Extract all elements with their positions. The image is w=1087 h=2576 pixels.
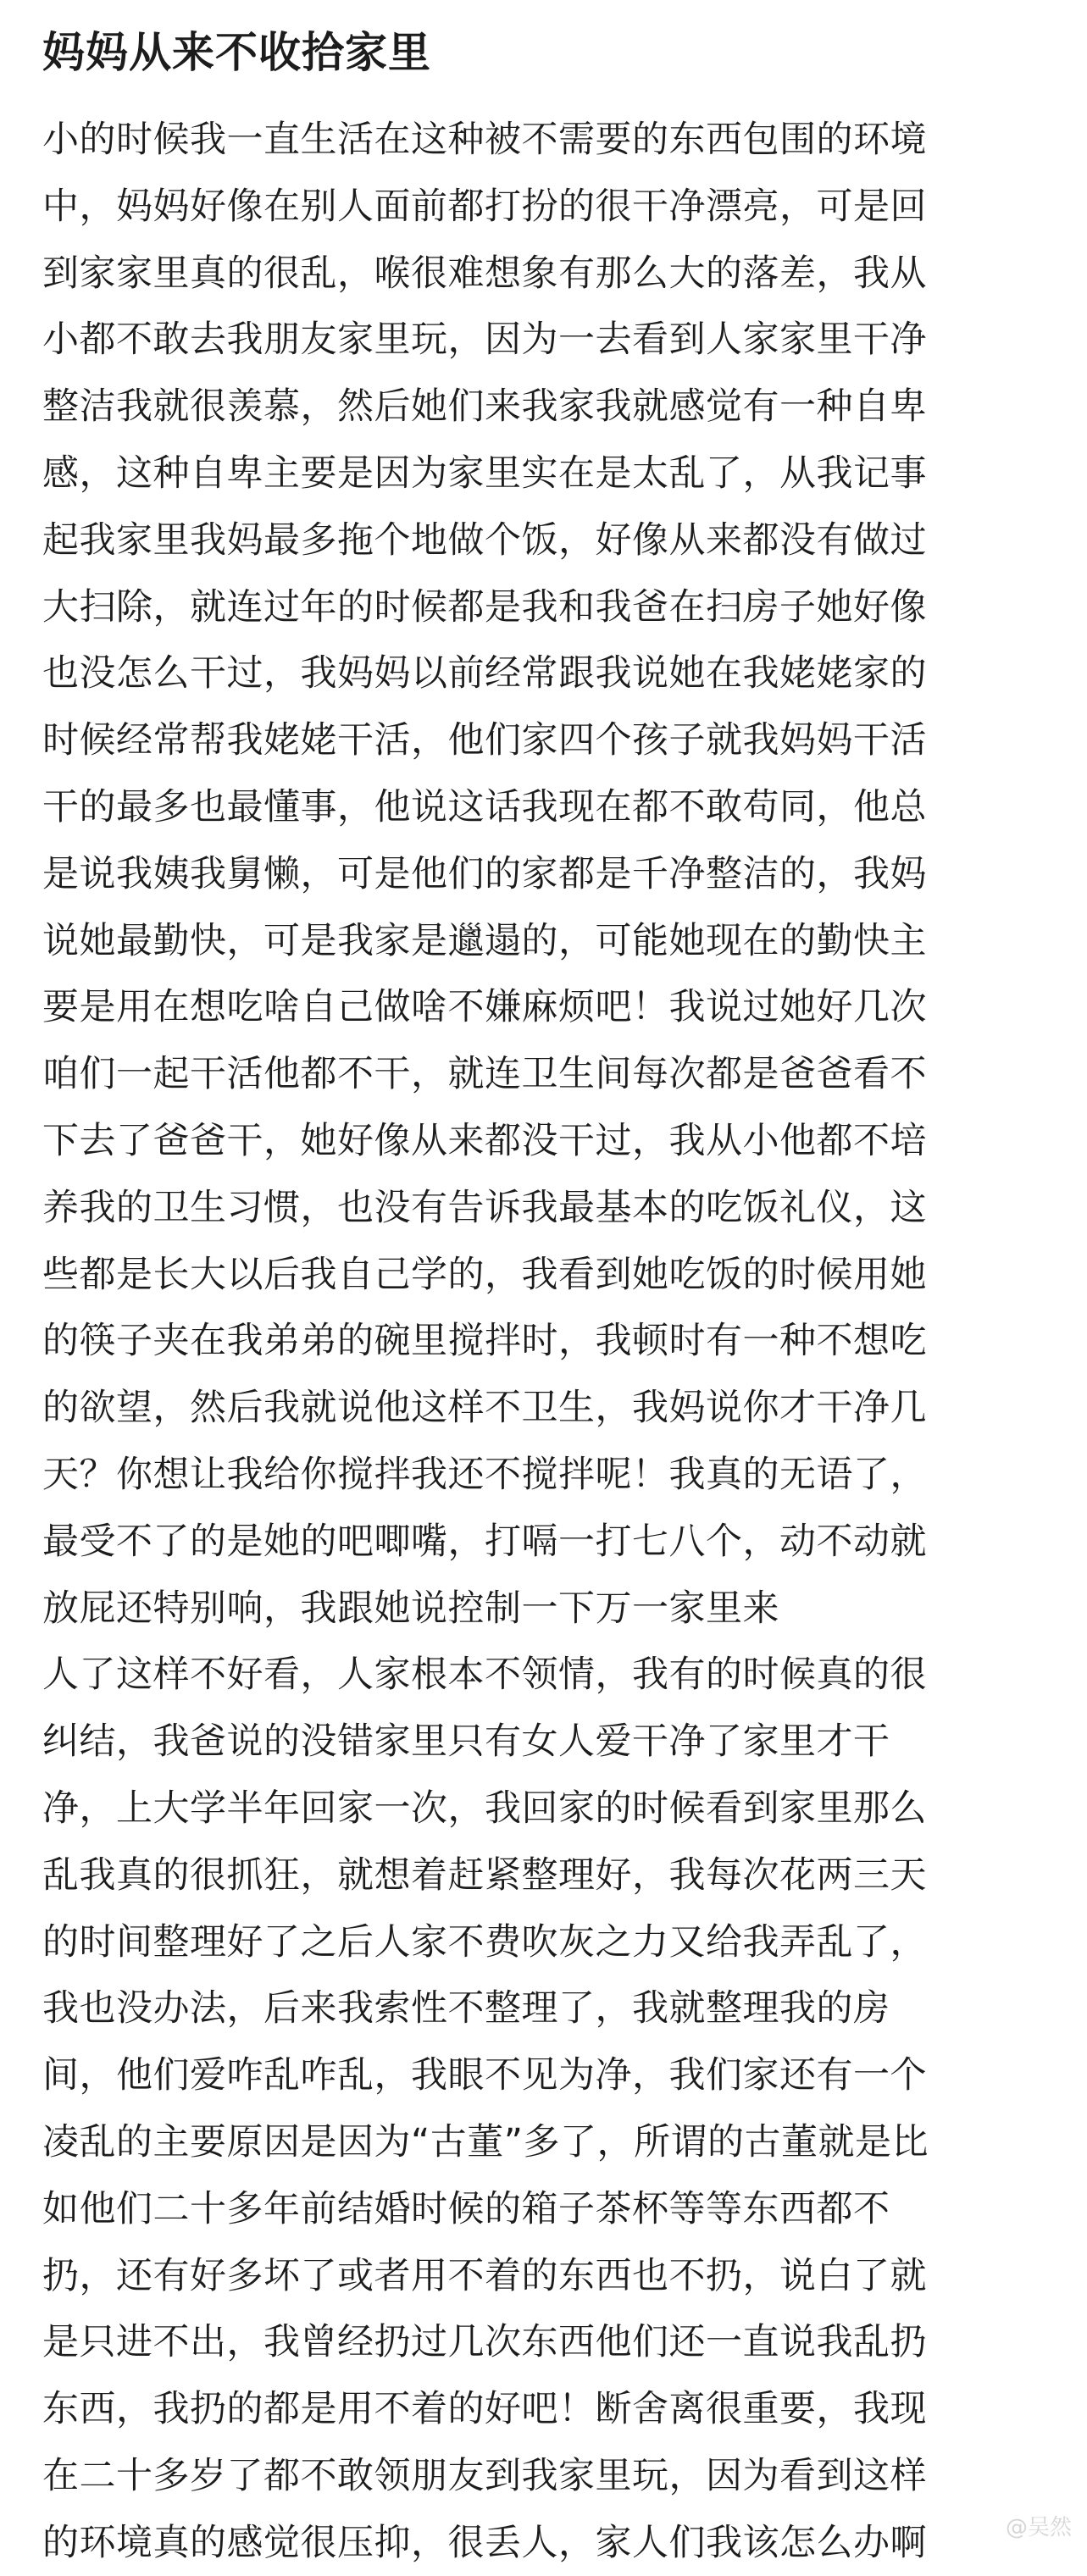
body-line: 凌乱的主要原因是因为“古董”多了，所谓的古董就是比	[42, 2120, 929, 2163]
body-line: 下去了爸爸干，她好像从来都没干过，我从小他都不培	[42, 1119, 927, 1162]
body-line: 的环境真的感觉很压抑，很丢人，家人们我该怎么办啊	[42, 2521, 927, 2564]
body-line: 放屁还特别响，我跟她说控制一下万一家里来	[42, 1587, 779, 1630]
body-line: 扔，还有好多坏了或者用不着的东西也不扔，说白了就	[42, 2254, 927, 2297]
body-line: 也没怎么干过，我妈妈以前经常跟我说她在我姥姥家的	[42, 652, 927, 695]
body-line: 干的最多也最懂事，他说这话我现在都不敢苟同，他总	[42, 785, 927, 828]
body-line: 时候经常帮我姥姥干活，他们家四个孩子就我妈妈干活	[42, 719, 927, 762]
body-line: 大扫除，就连过年的时候都是我和我爸在扫房子她好像	[42, 585, 927, 629]
body-line: 起我家里我妈最多拖个地做个饭，好像从来都没有做过	[42, 518, 927, 562]
body-line: 如他们二十多年前结婚时候的箱子茶杯等等东西都不	[42, 2187, 890, 2230]
body-line: 的时间整理好了之后人家不费吹灰之力又给我弄乱了，	[42, 1920, 927, 1964]
body-line: 的筷子夹在我弟弟的碗里搅拌时，我顿时有一种不想吃	[42, 1320, 927, 1363]
body-line: 东西，我扔的都是用不着的好吧！断舍离很重要，我现	[42, 2388, 927, 2431]
body-line: 中，妈妈好像在别人面前都打扮的很干净漂亮，可是回	[42, 185, 927, 228]
body-line: 最受不了的是她的吧唧嘴，打嗝一打七八个，动不动就	[42, 1520, 927, 1563]
body-line: 在二十多岁了都不敢领朋友到我家里玩，因为看到这样	[42, 2454, 927, 2497]
body-line: 感，这种自卑主要是因为家里实在是太乱了，从我记事	[42, 451, 927, 495]
body-line: 到家家里真的很乱，喉很难想象有那么大的落差，我从	[42, 252, 927, 295]
body-line: 要是用在想吃啥自己做啥不嫌麻烦吧！我说过她好几次	[42, 986, 927, 1029]
body-line: 养我的卫生习惯，也没有告诉我最基本的吃饭礼仪，这	[42, 1186, 927, 1229]
body-line: 纠结，我爸说的没错家里只有女人爱干净了家里才干	[42, 1720, 890, 1764]
body-line: 些都是长大以后我自己学的，我看到她吃饭的时候用她	[42, 1253, 927, 1296]
watermark: @吴然	[1005, 2515, 1072, 2540]
body-line: 的欲望，然后我就说他这样不卫生，我妈说你才干净几	[42, 1387, 927, 1430]
body-line: 整洁我就很羡慕，然后她们来我家我就感觉有一种自卑	[42, 385, 927, 429]
body-line: 说她最勤快，可是我家是邋遢的，可能她现在的勤快主	[42, 919, 927, 962]
body-line: 天？你想让我给你搅拌我还不搅拌呢！我真的无语了，	[42, 1453, 927, 1496]
body-line: 乱我真的很抓狂，就想着赶紧整理好，我每次花两三天	[42, 1853, 927, 1897]
body-line: 小的时候我一直生活在这种被不需要的东西包围的环境	[42, 119, 927, 161]
body-line: 是只进不出，我曾经扔过几次东西他们还一直说我乱扔	[42, 2321, 927, 2364]
post-body	[42, 107, 1068, 2576]
body-line: 小都不敢去我朋友家里玩，因为一去看到人家家里干净	[42, 319, 927, 362]
body-line: 间，他们爱咋乱咋乱，我眼不见为净，我们家还有一个	[42, 2054, 927, 2097]
body-line: 我也没办法，后来我索性不整理了，我就整理我的房	[42, 1987, 890, 2030]
post-title: 妈妈从来不收拾家里	[42, 28, 431, 77]
body-line: 咱们一起干活他都不干，就连卫生间每次都是爸爸看不	[42, 1053, 927, 1096]
body-line: 人了这样不好看，人家根本不领情，我有的时候真的很	[42, 1654, 927, 1697]
body-line: 是说我姨我舅懒，可是他们的家都是千净整洁的，我妈	[42, 852, 927, 895]
body-line: 净，上大学半年回家一次，我回家的时候看到家里那么	[42, 1787, 927, 1830]
